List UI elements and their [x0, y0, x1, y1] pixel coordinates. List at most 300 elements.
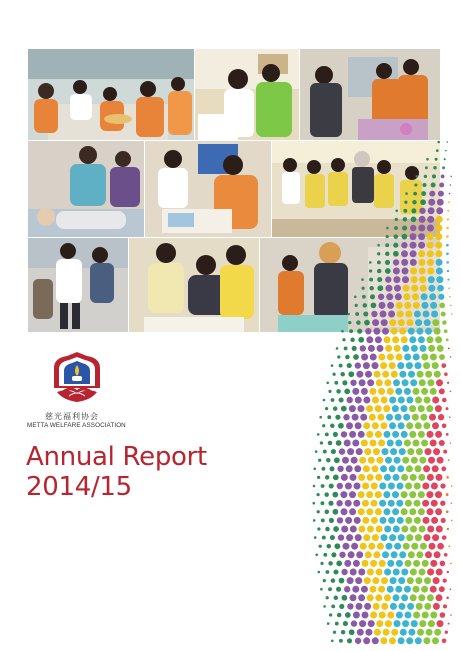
- decorative-dot: [367, 474, 374, 481]
- decorative-dot: [398, 577, 405, 584]
- decorative-dot: [364, 320, 370, 326]
- decorative-dot: [416, 603, 423, 610]
- decorative-dot: [422, 560, 429, 567]
- decorative-dot: [431, 311, 438, 318]
- decorative-dot: [410, 569, 417, 576]
- decorative-dot: [432, 362, 439, 369]
- decorative-dot: [375, 474, 382, 481]
- decorative-dot: [414, 311, 421, 318]
- decorative-dot: [386, 543, 393, 550]
- decorative-dot: [359, 379, 366, 386]
- decorative-dot: [369, 269, 372, 272]
- decorative-dot: [313, 485, 316, 488]
- decorative-dot: [372, 465, 379, 472]
- decorative-dot: [317, 527, 320, 530]
- decorative-dot: [378, 294, 384, 300]
- decorative-dot: [422, 483, 429, 490]
- decorative-dot: [350, 569, 357, 576]
- decorative-dot: [368, 620, 375, 627]
- decorative-dot: [389, 637, 396, 644]
- decorative-dot: [396, 560, 403, 567]
- decorative-dot: [349, 405, 356, 412]
- decorative-dot: [380, 422, 387, 429]
- decorative-dot: [418, 259, 425, 266]
- decorative-dot: [329, 518, 334, 523]
- decorative-dot: [430, 612, 437, 619]
- decorative-dot: [320, 562, 323, 565]
- decorative-dot: [427, 431, 434, 438]
- decorative-dot: [426, 629, 433, 636]
- decorative-dot: [446, 235, 449, 238]
- decorative-dot: [415, 577, 422, 584]
- decorative-dot: [423, 637, 430, 644]
- decorative-dot: [437, 345, 444, 352]
- decorative-dot: [427, 233, 434, 240]
- decorative-dot: [434, 371, 441, 378]
- decorative-dot: [329, 466, 334, 471]
- decorative-dot: [419, 208, 425, 214]
- decorative-dot: [413, 612, 420, 619]
- decorative-dot: [377, 414, 384, 421]
- decorative-dot: [384, 526, 391, 533]
- decorative-dot: [448, 201, 450, 203]
- decorative-dot: [398, 319, 405, 326]
- decorative-dot: [383, 405, 390, 412]
- decorative-dot: [376, 379, 383, 386]
- decorative-dot: [323, 553, 327, 557]
- decorative-dot: [326, 382, 329, 385]
- decorative-dot: [355, 534, 362, 541]
- decorative-dot: [436, 379, 443, 386]
- decorative-dot: [402, 225, 407, 230]
- decorative-dot: [358, 569, 365, 576]
- decorative-dot: [387, 354, 394, 361]
- decorative-dot: [422, 302, 429, 309]
- decorative-dot: [377, 277, 382, 282]
- decorative-dot: [351, 457, 358, 464]
- decorative-dot: [323, 399, 326, 402]
- decorative-dot: [436, 268, 443, 275]
- decorative-dot: [405, 311, 412, 318]
- decorative-dot: [389, 362, 396, 369]
- decorative-dot: [379, 302, 386, 309]
- decorative-dot: [408, 629, 415, 636]
- decorative-dot: [451, 502, 453, 504]
- decorative-dot: [374, 629, 381, 636]
- decorative-dot: [341, 630, 346, 635]
- decorative-dot: [423, 517, 430, 524]
- decorative-dot: [377, 260, 381, 264]
- decorative-dot: [324, 492, 329, 497]
- decorative-dot: [370, 440, 377, 447]
- decorative-dot: [315, 450, 318, 453]
- decorative-dot: [411, 543, 418, 550]
- decorative-dot: [377, 269, 382, 274]
- decorative-dot: [331, 578, 336, 583]
- decorative-dot: [435, 336, 442, 343]
- decorative-dot: [365, 328, 371, 334]
- decorative-dot: [447, 270, 449, 272]
- decorative-dot: [450, 563, 452, 565]
- decorative-dot: [437, 620, 444, 627]
- decorative-dot: [412, 200, 417, 205]
- decorative-dot: [435, 233, 442, 240]
- decorative-dot: [365, 629, 372, 636]
- decorative-dot: [423, 465, 430, 472]
- decorative-dot: [371, 311, 377, 317]
- decorative-dot: [436, 276, 443, 283]
- decorative-dot: [443, 604, 447, 608]
- decorative-dot: [411, 285, 418, 292]
- decorative-dot: [361, 440, 368, 447]
- decorative-dot: [336, 440, 342, 446]
- decorative-dot: [397, 311, 404, 318]
- decorative-dot: [388, 517, 395, 524]
- decorative-dot: [428, 457, 435, 464]
- decorative-dot: [436, 259, 443, 266]
- decorative-dot: [391, 371, 398, 378]
- decorative-dot: [328, 561, 333, 566]
- decorative-dot: [335, 415, 340, 420]
- decorative-dot: [331, 364, 334, 367]
- decorative-dot: [367, 526, 374, 533]
- decorative-dot: [314, 536, 317, 539]
- decorative-dot: [438, 414, 444, 420]
- decorative-dot: [406, 637, 413, 644]
- decorative-dot: [360, 345, 366, 351]
- decorative-dot: [390, 603, 397, 610]
- decorative-dot: [427, 594, 434, 601]
- decorative-dot: [432, 174, 436, 178]
- decorative-dot: [450, 588, 452, 590]
- decorative-dot: [346, 534, 353, 541]
- decorative-dot: [402, 234, 408, 240]
- decorative-dot: [443, 578, 447, 582]
- decorative-dot: [405, 612, 412, 619]
- decorative-dot: [418, 250, 425, 257]
- decorative-dot: [363, 397, 370, 404]
- decorative-dot: [410, 379, 417, 386]
- decorative-dot: [352, 440, 359, 447]
- decorative-dot: [411, 217, 417, 223]
- decorative-dot: [428, 285, 435, 292]
- decorative-dot: [320, 441, 323, 444]
- decorative-dot: [396, 612, 403, 619]
- decorative-dot: [341, 406, 347, 412]
- decorative-dot: [394, 620, 401, 627]
- decorative-dot: [326, 458, 331, 463]
- decorative-dot: [397, 517, 404, 524]
- decorative-dot: [384, 508, 391, 515]
- logo-name-chinese: 慈光福利协会: [45, 412, 99, 421]
- decorative-dot: [362, 612, 369, 619]
- decorative-dot: [383, 491, 390, 498]
- decorative-dot: [369, 414, 376, 421]
- decorative-dot: [404, 586, 411, 593]
- decorative-dot: [381, 534, 388, 541]
- decorative-dot: [436, 526, 443, 533]
- decorative-dot: [431, 183, 436, 188]
- decorative-dot: [370, 560, 377, 567]
- decorative-dot: [389, 319, 396, 326]
- decorative-dot: [342, 338, 345, 341]
- decorative-dot: [437, 141, 440, 144]
- decorative-dot: [411, 276, 418, 283]
- decorative-dot: [448, 287, 450, 289]
- report-title-line1: Annual Report: [26, 442, 207, 472]
- decorative-dot: [415, 397, 422, 404]
- decorative-dot: [418, 508, 425, 515]
- decorative-dot: [436, 594, 443, 601]
- decorative-dot: [330, 535, 335, 540]
- decorative-dot: [341, 330, 344, 333]
- decorative-dot: [417, 629, 424, 636]
- decorative-dot: [341, 431, 347, 437]
- decorative-dot: [440, 483, 445, 488]
- decorative-dot: [396, 354, 403, 361]
- decorative-dot: [446, 493, 449, 496]
- decorative-dot: [382, 371, 389, 378]
- decorative-dot: [377, 543, 384, 550]
- decorative-dot: [415, 465, 422, 472]
- decorative-dot: [424, 319, 431, 326]
- decorative-dot: [415, 637, 422, 644]
- decorative-dot: [450, 184, 452, 186]
- decorative-dot: [358, 337, 364, 343]
- decorative-dot: [327, 622, 330, 625]
- decorative-dot: [353, 354, 359, 360]
- decorative-dot: [439, 440, 445, 446]
- decorative-dot: [409, 336, 416, 343]
- decorative-dot: [416, 328, 423, 335]
- decorative-dot: [416, 175, 419, 178]
- decorative-dot: [343, 543, 350, 550]
- decorative-dot: [375, 431, 382, 438]
- decorative-dot: [427, 336, 434, 343]
- decorative-dot: [449, 296, 451, 298]
- decorative-dot: [381, 397, 388, 404]
- decorative-dot: [419, 268, 426, 275]
- decorative-dot: [394, 345, 401, 352]
- decorative-dot: [389, 465, 396, 472]
- decorative-dot: [442, 423, 447, 428]
- decorative-dot: [318, 459, 321, 462]
- decorative-dot: [362, 295, 366, 299]
- decorative-dot: [344, 560, 351, 567]
- decorative-dot: [325, 475, 330, 480]
- decorative-dot: [331, 398, 335, 402]
- decorative-dot: [450, 305, 452, 307]
- decorative-dot: [390, 448, 397, 455]
- decorative-dot: [405, 483, 412, 490]
- decorative-dot: [323, 605, 326, 608]
- decorative-dot: [333, 509, 339, 515]
- decorative-dot: [360, 543, 367, 550]
- decorative-dot: [395, 388, 402, 395]
- decorative-dot: [349, 629, 355, 635]
- decorative-dot: [336, 389, 341, 394]
- decorative-dot: [412, 293, 419, 300]
- decorative-dot: [395, 586, 402, 593]
- decorative-dot: [363, 422, 370, 429]
- decorative-dot: [394, 226, 398, 230]
- decorative-dot: [327, 415, 331, 419]
- decorative-dot: [450, 614, 452, 616]
- decorative-dot: [408, 371, 415, 378]
- decorative-dot: [352, 414, 359, 421]
- decorative-dot: [317, 510, 320, 513]
- decorative-dot: [391, 328, 398, 335]
- decorative-dot: [418, 431, 425, 438]
- decorative-dot: [397, 465, 404, 472]
- decorative-dot: [361, 354, 368, 361]
- decorative-dot: [434, 551, 441, 558]
- decorative-dot: [428, 345, 435, 352]
- decorative-dot: [421, 293, 428, 300]
- decorative-dot: [392, 491, 399, 498]
- decorative-dot: [374, 371, 381, 378]
- decorative-dot: [393, 569, 400, 576]
- decorative-dot: [375, 336, 382, 343]
- decorative-dot: [360, 414, 367, 421]
- decorative-dot: [367, 569, 374, 576]
- decorative-dot: [447, 528, 449, 530]
- decorative-dot: [401, 594, 408, 601]
- decorative-dot: [367, 379, 374, 386]
- decorative-dot: [421, 191, 426, 196]
- decorative-dot: [430, 586, 437, 593]
- decorative-dot: [415, 362, 422, 369]
- decorative-dot: [398, 422, 405, 429]
- decorative-dot: [433, 603, 440, 610]
- decorative-dot: [444, 553, 448, 557]
- decorative-dot: [335, 622, 339, 626]
- decorative-dot: [382, 551, 389, 558]
- decorative-dot: [327, 544, 332, 549]
- decorative-dot: [369, 278, 373, 282]
- decorative-dot: [359, 457, 366, 464]
- decorative-dot: [319, 545, 322, 548]
- decorative-dot: [446, 407, 449, 410]
- decorative-dot: [430, 354, 437, 361]
- decorative-dot: [414, 500, 421, 507]
- decorative-dot: [355, 312, 359, 316]
- decorative-dot: [333, 631, 336, 634]
- decorative-dot: [320, 501, 324, 505]
- decorative-dot: [415, 422, 422, 429]
- decorative-dot: [364, 448, 371, 455]
- decorative-dot: [381, 319, 388, 326]
- decorative-dot: [350, 526, 357, 533]
- decorative-dot: [449, 416, 451, 418]
- decorative-dot: [402, 268, 409, 275]
- decorative-dot: [426, 491, 433, 498]
- decorative-dot: [388, 483, 395, 490]
- decorative-dot: [335, 543, 341, 549]
- decorative-dot: [427, 259, 434, 266]
- decorative-dot: [371, 500, 378, 507]
- decorative-dot: [392, 336, 399, 343]
- decorative-dot: [410, 594, 417, 601]
- decorative-dot: [442, 535, 447, 540]
- decorative-dot: [355, 362, 361, 368]
- decorative-dot: [399, 551, 406, 558]
- decorative-dot: [367, 594, 374, 601]
- decorative-dot: [348, 321, 351, 324]
- decorative-dot: [403, 293, 410, 300]
- decorative-dot: [341, 569, 347, 575]
- decorative-dot: [418, 594, 425, 601]
- decorative-dot: [348, 551, 355, 558]
- decorative-dot: [370, 388, 377, 395]
- decorative-dot: [391, 629, 398, 636]
- decorative-dot: [444, 329, 448, 333]
- decorative-dot: [430, 560, 437, 567]
- decorative-dot: [384, 379, 391, 386]
- decorative-dot: [373, 448, 380, 455]
- decorative-dot: [387, 586, 394, 593]
- decorative-dot: [349, 329, 353, 333]
- decorative-dot: [356, 551, 363, 558]
- decorative-dot: [356, 320, 361, 325]
- decorative-dot: [425, 448, 432, 455]
- decorative-dot: [356, 448, 363, 455]
- decorative-dot: [425, 166, 428, 169]
- decorative-dot: [330, 424, 335, 429]
- decorative-dot: [319, 416, 322, 419]
- decorative-dot: [451, 313, 453, 315]
- decorative-dot: [382, 328, 389, 335]
- decorative-dot: [376, 457, 383, 464]
- decorative-dot: [372, 362, 379, 369]
- decorative-dot: [429, 543, 436, 550]
- decorative-dot: [445, 631, 448, 634]
- decorative-dot: [377, 252, 380, 255]
- decorative-dot: [435, 158, 438, 161]
- decorative-dot: [384, 474, 391, 481]
- decorative-dot: [424, 534, 431, 541]
- decorative-dot: [410, 526, 417, 533]
- decorative-dot: [399, 328, 406, 335]
- decorative-dot: [405, 192, 408, 195]
- decorative-dot: [436, 216, 443, 223]
- decorative-dot: [413, 302, 420, 309]
- decorative-dot: [389, 422, 396, 429]
- decorative-dot: [358, 491, 365, 498]
- decorative-dot: [418, 405, 425, 412]
- decorative-dot: [331, 552, 336, 557]
- decorative-dot: [325, 407, 328, 410]
- decorative-dot: [342, 595, 348, 601]
- decorative-dot: [406, 362, 413, 369]
- decorative-dot: [349, 431, 356, 438]
- decorative-dot: [447, 210, 449, 212]
- decorative-dot: [425, 551, 432, 558]
- decorative-dot: [361, 586, 368, 593]
- decorative-dot: [366, 405, 373, 412]
- decorative-dot: [416, 448, 423, 455]
- decorative-dot: [337, 483, 343, 489]
- decorative-dot: [353, 560, 360, 567]
- decorative-dot: [392, 405, 399, 412]
- decorative-dot: [375, 508, 382, 515]
- decorative-dot: [337, 613, 342, 618]
- decorative-dot: [380, 517, 387, 524]
- decorative-dot: [346, 465, 353, 472]
- decorative-dot: [341, 474, 348, 481]
- decorative-dot: [438, 294, 444, 300]
- decorative-dot: [406, 397, 413, 404]
